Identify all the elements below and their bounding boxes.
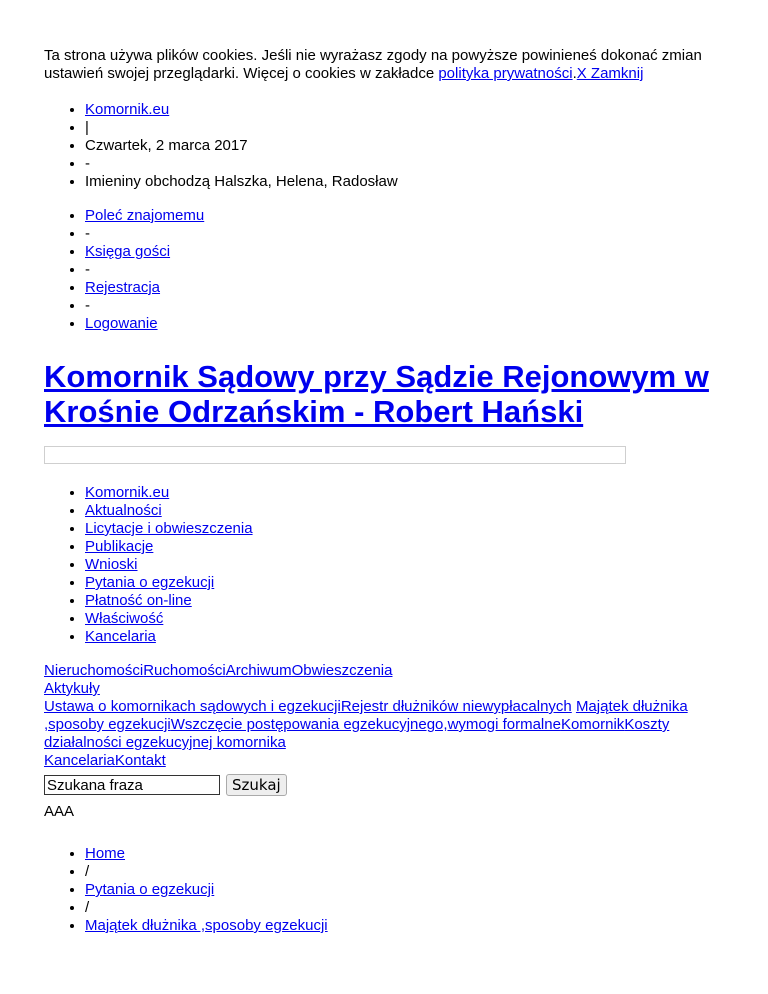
search-button[interactable]: Szukaj [226, 774, 287, 796]
user-links-item [85, 225, 724, 243]
sub-nav-group-kancelaria [44, 752, 724, 770]
top-bar-item [85, 173, 724, 191]
name-days: Imieniny obchodzą Halszka, Helena, Radosław [85, 173, 398, 190]
main-nav-item [85, 574, 724, 592]
main-nav-item [85, 520, 724, 538]
top-bar-item [85, 119, 724, 137]
main-nav-item [85, 628, 724, 646]
font-size-control[interactable]: AAA [44, 803, 75, 820]
site-title [44, 359, 724, 429]
top-bar [44, 101, 724, 191]
main-nav-item [85, 502, 724, 520]
breadcrumb-item [85, 845, 724, 863]
breadcrumb-item [85, 863, 724, 881]
nav-licytacje[interactable]: Licytacje i obwieszczenia [85, 520, 253, 537]
top-bar-separator: | [85, 119, 89, 136]
cookie-dot: . [572, 65, 577, 82]
user-links-item [85, 243, 724, 261]
cookie-notice [44, 47, 716, 83]
user-links [44, 207, 724, 333]
search-form [44, 773, 724, 797]
nav-wlasciwosc[interactable]: Właściwość [85, 610, 164, 627]
breadcrumb-home[interactable]: Home [85, 845, 126, 862]
subnav-ustawa[interactable]: Ustawa o komornikach sądowych i egzekucji [44, 698, 341, 715]
main-nav-item [85, 484, 724, 502]
main-nav-item [85, 610, 724, 628]
nav-kancelaria[interactable]: Kancelaria [85, 628, 156, 645]
breadcrumb-separator: / [85, 899, 90, 916]
main-nav-item [85, 538, 724, 556]
user-links-separator: - [85, 225, 90, 242]
top-bar-home-link[interactable]: Komornik.eu [85, 101, 170, 118]
breadcrumb-pytania[interactable]: Pytania o egzekucji [85, 881, 215, 898]
nav-publikacje[interactable]: Publikacje [85, 538, 154, 555]
cookie-text: Ta strona używa plików cookies. Jeśli nie wyrażasz zgody na powyższe powinieneś dokonać zmian ustawień swojej przeglądarki. Więcej o cookies w zakładce [44, 47, 702, 82]
current-date: Czwartek, 2 marca 2017 [85, 137, 248, 154]
breadcrumb-current[interactable]: Majątek dłużnika ,sposoby egzekucji [85, 917, 328, 934]
cookie-close-link[interactable]: X Zamknij [576, 65, 644, 82]
privacy-policy-link[interactable]: polityka prywatności [438, 65, 573, 82]
subnav-majatek[interactable]: Majątek dłużnika ,sposoby egzekucji [44, 698, 688, 733]
top-bar-item [85, 155, 724, 173]
top-bar-item [85, 137, 724, 155]
user-links-item [85, 315, 724, 333]
subnav-obwieszczenia[interactable]: Obwieszczenia [291, 662, 393, 679]
user-links-separator: - [85, 261, 90, 278]
subnav-aktykuly[interactable]: Aktykuły [44, 680, 100, 697]
breadcrumb-item [85, 917, 724, 935]
nav-wnioski[interactable]: Wnioski [85, 556, 138, 573]
nav-komornik-eu[interactable]: Komornik.eu [85, 484, 170, 501]
subnav-komornik[interactable]: Komornik [560, 716, 625, 733]
register-link[interactable]: Rejestracja [85, 279, 161, 296]
subnav-kancelaria[interactable]: Kancelaria [44, 752, 115, 769]
sub-nav-group-publikacje [44, 680, 724, 698]
nav-aktualnosci[interactable]: Aktualności [85, 502, 162, 519]
subnav-ruchomosci[interactable]: Ruchomości [143, 662, 226, 679]
subnav-kontakt[interactable]: Kontakt [114, 752, 166, 769]
user-links-item [85, 207, 724, 225]
main-nav-item [85, 592, 724, 610]
user-links-item [85, 297, 724, 315]
banner-placeholder [44, 446, 626, 464]
subnav-rejestr[interactable]: Rejestr dłużników niewypłacalnych [340, 698, 572, 715]
subnav-koszty[interactable]: Koszty działalności egzekucyjnej komornika [44, 716, 670, 751]
recommend-link[interactable]: Poleć znajomemu [85, 207, 205, 224]
nav-pytania[interactable]: Pytania o egzekucji [85, 574, 215, 591]
breadcrumb-item [85, 899, 724, 917]
user-links-item [85, 261, 724, 279]
main-nav [44, 484, 724, 646]
login-link[interactable]: Logowanie [85, 315, 158, 332]
user-links-item [85, 279, 724, 297]
nav-platnosc[interactable]: Płatność on-line [85, 592, 192, 609]
user-links-separator: - [85, 297, 90, 314]
sub-nav-group-licytacje [44, 662, 724, 680]
subnav-archiwum[interactable]: Archiwum [225, 662, 292, 679]
search-input[interactable] [44, 775, 220, 795]
subnav-nieruchomosci[interactable]: Nieruchomości [44, 662, 144, 679]
breadcrumb-item [85, 881, 724, 899]
breadcrumb-separator: / [85, 863, 90, 880]
main-nav-item [85, 556, 724, 574]
site-title-link[interactable]: Komornik Sądowy przy Sądzie Rejonowym w Krośnie Odrzańskim - Robert Hański [44, 359, 709, 429]
top-bar-separator: - [85, 155, 90, 172]
sub-nav-group-pytania [44, 698, 724, 752]
sub-nav [44, 662, 724, 770]
top-bar-item [85, 101, 724, 119]
guestbook-link[interactable]: Księga gości [85, 243, 171, 260]
subnav-wszczecie[interactable]: Wszczęcie postępowania egzekucyjnego,wymogi formalne [170, 716, 561, 733]
breadcrumb [44, 845, 724, 935]
